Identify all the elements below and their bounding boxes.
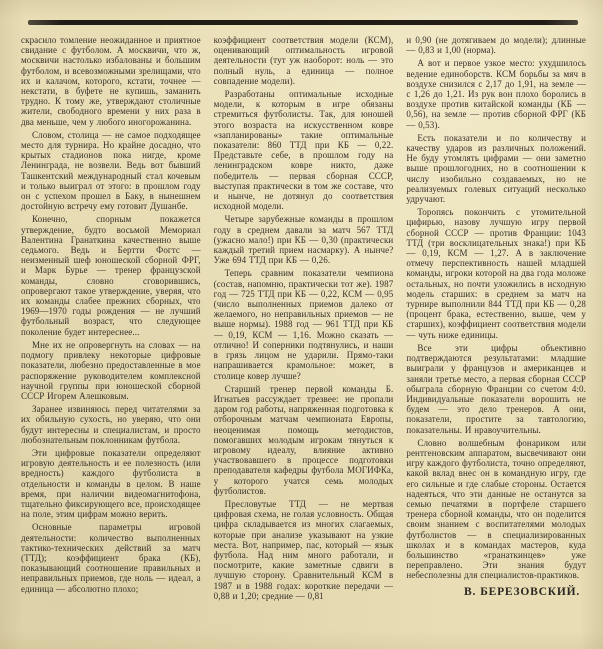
top-divider-rule [28,20,578,25]
paragraph: Теперь сравним показатели чемпиона (состав, напомню, практически тот же). 1987 год — 725 ТТД при КБ — 0,22, КСМ — 0,95 (число выполненных приемов далеко от желаемого, но неправильных приемов — не выше нормы). 1988 год — 961 ТТД при КБ — 0,19, КСМ — 1,16. Можно сказать — отлично! И соперники подтянулись, и наши в грязь лицом не ударили. Прямо-таки напрашивается крамольное: может, в столице ковер лучше? [213,268,394,381]
paragraph: Старший тренер первой команды Б. Игнатьев рассуждает трезвее: не пропали даром год работы, напряженная подготовка к отборочным матчам чемпионата Европы, неоценимая помощь методистов, помогавших молодым игрокам тянуться к игровому идеалу, влияние активно участвовавшего в процессе подготовки преподавателя кафедры футбола МОГИФКа, у которого учатся семь молодых футболистов. [213,383,394,496]
article-columns [21,35,586,647]
paragraph: скрасило томление неожиданное и приятное свидание с футболом. А москвичи, что ж, москвичи настолько избалованы и большим футболом, и всевозможными зрелищами, что их и калачом, которого, кстати, точнее — некстати, в буфете не купишь, заманить трудно. К тому же, утверждают столичные жители, свободного времени у них раза в два меньше, чем у любого иногорожанина. [21,35,201,127]
article-column-3 [406,35,586,647]
paragraph: Словом, столица — не самое подходящее место для турнира. Но крайне досадно, что крытых стадионов пока нигде, кроме Ленинграда, не возвели. Ведь вот бывший Ташкентский международный стал кочевым и только выиграл от этого: в прошлом году он с успехом прошел в Баку, в нынешнем достойную встречу ему готовит Душанбе. [21,129,201,212]
paragraph: Конечно, спорным покажется утверждение, будто восьмой Мемориал Валентина Гранаткина качественно выше седьмого. Ведь и Бертти Фогтс — неизменный шеф юношеской сборной ФРГ, и Марк Бурье — тренер французской команды, словно сговорившись, опровергают такое утверждение, уверяя, что их команды слабее прежних сборных, что 1969—1970 годы рождения — не лучший футбольный возраст, что следующее поколение будет интереснее... [21,214,201,337]
article-column-2 [214,35,394,647]
paragraph: Основные параметры игровой деятельности: количество выполненных тактико-технических действий за матч (ТТД); коэффициент брака (КБ), показывающий соотношение правильных и неправильных приемов, где ноль — идеал, а единица — абсолютно плохо; [21,522,201,594]
paragraph: Есть показатели и по количеству и качеству ударов из различных положений. Не буду утомлять цифрами — они заметно выше прошлогодних, но в соотношении к числу изобильно создаваемых, но не реализуемых голевых ситуаций несколько удручают. [406,132,586,205]
paragraph: Пресловутые ТТД — не мертвая цифровая схема, не голая условность. Общая цифра складывается из многих слагаемых, которые при анализе указывают на узкие места. Вот, например, пас, который — язык футбола. Над ним много работали, и посмотрите, какие заметные сдвиги в лучшую сторону. Сравнительный КСМ в 1987 и в 1988 годах: короткие передачи — 0,88 и 1,20; средние — 0,81 [213,498,394,601]
paragraph: Словно волшебным фонариком или рентгеновским аппаратом, высвечивают они игру каждого футболиста, точно определяют, какой вклад внес он в командную игру, где его сильные и где слабые стороны. Остается надеяться, что эти данные не останутся за семью печатями в портфеле старшего тренера сборной команды, что он поделится своим знанием с воспитателями молодых футболистов — в специализированных школах и в командах мастеров, куда большинство «гранаткинцев» уже переправлено. Эти знания будут небесполезны для специалистов-практиков. [406,437,586,581]
paragraph: Разработаны оптимальные исходные модели, к которым в игре обязаны стремиться футболисты. Так, для юношей этого возраста на искусственном ковре «запланированы» такие оптимальные показатели: 860 ТТД при КБ — 0,22. Представьте себе, в прошлом году на ленинградском ковре никто, даже победитель — первая сборная СССР, выступая практически в том же составе, что и нынче, не дотянул до соответствия исходной модели. [213,89,394,212]
paragraph: Торопясь покончить с утомительной цифирью, назову лучшую игру первой сборной СССР — против Франции: 1043 ТТД (три восклицательных знака!) при КБ — 0,19, КСМ — 1,27. А в заключение отмечу перспективность нашей младшей команды, игроки которой на два года моложе остальных, но почти уложились в исходную модель старших: в среднем за матч на турнире выполнили 844 ТТД при КБ — 0,28 (процент брака, естественно, выше, чем у старших), коэффициент соответствия модели — чуть ниже единицы. [406,207,586,340]
author-signature: В. БЕРЕЗОВСКИЙ. [463,585,581,598]
paragraph: Все эти цифры объективно подтверждаются результатами: младшие выиграли у французов и американцев и заняли третье место, а первая сборная СССР обыграла сборную Франции со счетом 4:0. Индивидуальные показатели ворошить не будем — это дело тренеров. А они, показатели, простите за тавтологию, показательны. И нравоучительны. [406,342,586,435]
paragraph: Заранее извиняюсь перед читателями за их обильную сухость, но уверяю, что они будут интересны и специалистам, и просто любознательным поклонникам футбола. [21,404,201,445]
paragraph: Четыре зарубежные команды в прошлом году в среднем давали за матч 567 ТТД (ужасно мало!) при КБ — 0,30 (практически каждый третий прием насмарку). А нынче? Уже 694 ТТД при КБ — 0,26. [213,214,394,266]
article-column-1 [21,35,201,647]
paragraph: Мне их не опровергнуть на словах — на подмогу привлеку некоторые цифровые показатели, любезно предоставленные в мое распоряжение руководителем комплексной научной группы при юношеской сборной СССР Игорем Алешковым. [21,339,201,401]
paragraph: А вот и первое узкое место: ухудшилось ведение единоборств. КСМ борьбы за мяч в воздухе снизился с 2,17 до 1,91, на земле — с 1,26 до 1,21. Из рук вон плохо боролись в воздухе против китайской команды (КБ — 0,56), на земле — против сборной ФРГ (КБ — 0,53). [406,58,586,130]
paragraph: и 0,90 (не дотягиваем до модели); длинные — 0,83 и 1,00 (норма). [406,35,586,56]
paragraph: Эти цифровые показатели определяют игровую деятельность и ее полезность (или вредность) каждого футболиста в отдельности и команды в целом. В наше время, при наличии видеомагнитофона, тщательно фиксирующего все, происходящее на поле, этим цифрам можно верить. [21,447,201,520]
paragraph: коэффициент соответствия модели (КСМ), оценивающий оптимальность игровой деятельности (тут уж наоборот: ноль — это полный нуль, а единица — полное совпадение модели). [213,35,394,86]
